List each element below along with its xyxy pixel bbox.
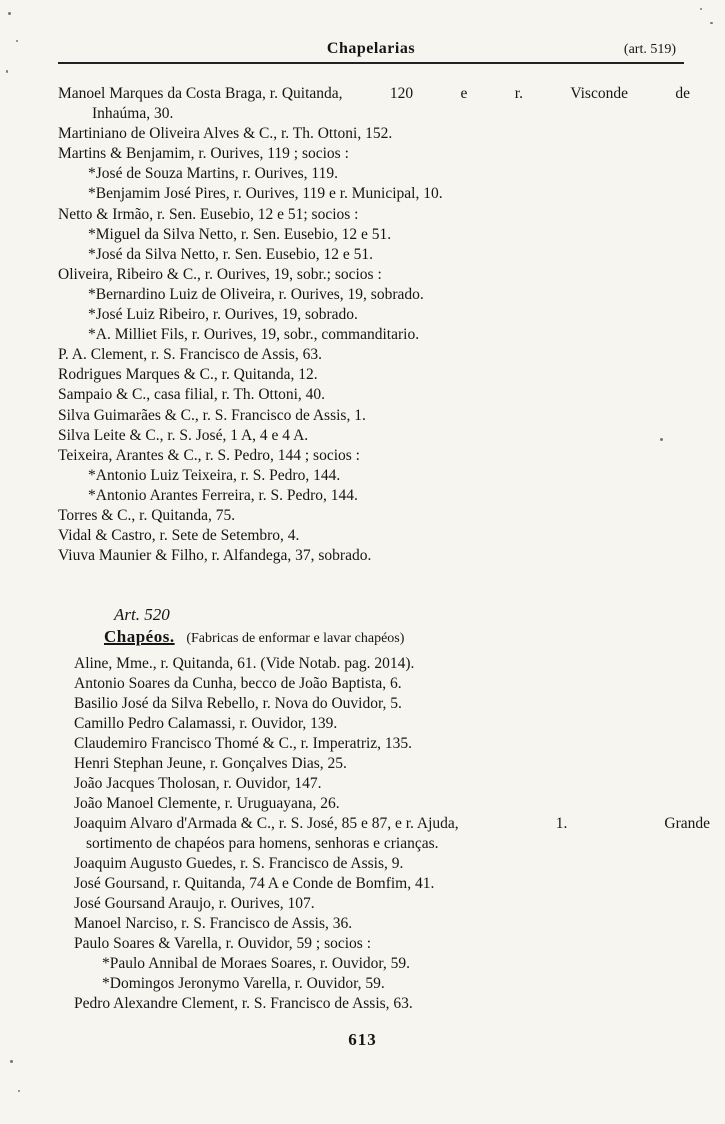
section-note: (Fabricas de enformar e lavar chapéos) [186,631,405,646]
list-item: Rodrigues Marques & C., r. Quitanda, 12. [58,366,318,384]
section-heading [104,627,404,647]
list-item: Torres & C., r. Quitanda, 75. [58,506,236,524]
list-item: Silva Guimarães & C., r. S. Francisco de Assis, 1. [58,406,366,424]
chapelarias-list [58,84,698,566]
section-title: Chapéos. [104,627,175,646]
scan-speck [660,438,663,441]
list-item: Claudemiro Francisco Thomé & C., r. Imperatriz, 135. [74,735,413,752]
list-item: Inhaúma, 30. [92,105,174,123]
list-item: Martins & Benjamim, r. Ourives, 119 ; socios : [58,145,349,163]
list-item: Netto & Irmão, r. Sen. Eusebio, 12 e 51; socios : [58,205,359,223]
section-article-label: Art. 520 [114,605,170,624]
list-item: sortimento de chapéos para homens, senhoras e crianças. [86,835,439,852]
list-item: *Benjamim José Pires, r. Ourives, 119 e r. Municipal, 10. [88,185,443,203]
list-item: *José da Silva Netto, r. Sen. Eusebio, 12 e 51. [88,245,373,263]
scan-speck [16,40,18,42]
list-item: Pedro Alexandre Clement, r. S. Francisco de Assis, 63. [74,995,413,1012]
list-item: Joaquim Augusto Guedes, r. S. Francisco de Assis, 9. [74,855,404,872]
list-item: João Jacques Tholosan, r. Ouvidor, 147. [74,775,322,792]
scan-speck [10,1060,13,1063]
list-item: José Goursand Araujo, r. Ourives, 107. [74,895,315,912]
list-item: Henri Stephan Jeune, r. Gonçalves Dias, 25. [74,755,347,772]
entry-text-part: Joaquim Alvaro d'Armada & C., r. S. José, 85 e 87, e r. Ajuda, [74,815,459,832]
list-item: *Bernardino Luiz de Oliveira, r. Ourives, 19, sobrado. [88,285,424,303]
page-number: 613 [348,1030,377,1049]
entry-text-part: r. [514,85,523,102]
list-item: Oliveira, Ribeiro & C., r. Ourives, 19, sobr.; socios : [58,265,382,283]
list-item: *Paulo Annibal de Moraes Soares, r. Ouvidor, 59. [102,955,411,972]
list-item: Basilio José da Silva Rebello, r. Nova do Ouvidor, 5. [74,695,402,712]
list-item: *Miguel da Silva Netto, r. Sen. Eusebio, 12 e 51. [88,225,392,243]
list-item: João Manoel Clemente, r. Uruguayana, 26. [74,795,340,812]
list-item: Sampaio & C., casa filial, r. Th. Ottoni, 40. [58,386,326,404]
list-item [58,84,690,104]
entry-text-part: Visconde [570,85,628,102]
list-item: Vidal & Castro, r. Sete de Setembro, 4. [58,527,300,545]
list-item: *Domingos Jeronymo Varella, r. Ouvidor, 59. [102,975,385,992]
scan-speck [8,12,11,15]
list-item [74,814,710,834]
list-item: Viuva Maunier & Filho, r. Alfandega, 37, sobrado. [58,547,372,565]
entry-text-part: 120 [389,85,414,102]
list-item: *José de Souza Martins, r. Ourives, 119. [88,165,338,183]
chapeos-list [74,654,714,1014]
scan-speck [6,70,8,73]
page-header [58,40,684,62]
list-item: *José Luiz Ribeiro, r. Ourives, 19, sobrado. [88,306,358,324]
entry-text-part: de [675,85,690,102]
entry-text-part: Grande [664,815,710,832]
running-title: Chapelarias [326,40,416,57]
entry-text-part: e [460,85,468,102]
list-item: P. A. Clement, r. S. Francisco de Assis, 63. [58,346,322,364]
list-item: *Antonio Luiz Teixeira, r. S. Pedro, 144. [88,466,341,484]
list-item: *A. Milliet Fils, r. Ourives, 19, sobr., commanditario. [88,326,420,344]
scan-speck [18,1090,20,1092]
list-item: Teixeira, Arantes & C., r. S. Pedro, 144 ; socios : [58,446,360,464]
list-item: José Goursand, r. Quitanda, 74 A e Conde de Bomfim, 41. [74,875,435,892]
list-item: Camillo Pedro Calamassi, r. Ouvidor, 139. [74,715,338,732]
list-item: Paulo Soares & Varella, r. Ouvidor, 59 ; socios : [74,935,372,952]
list-item: Antonio Soares da Cunha, becco de João Baptista, 6. [74,675,402,692]
entry-text-part: 1. [555,815,568,832]
list-item: Manoel Narciso, r. S. Francisco de Assis, 36. [74,915,353,932]
scan-speck [700,8,702,10]
list-item: Silva Leite & C., r. S. José, 1 A, 4 e 4 A. [58,426,309,444]
entry-text-part: Manoel Marques da Costa Braga, r. Quitanda, [58,85,343,102]
list-item: *Antonio Arantes Ferreira, r. S. Pedro, 144. [88,486,358,504]
list-item: Aline, Mme., r. Quitanda, 61. (Vide Notab. pag. 2014). [74,655,415,672]
header-rule [58,62,684,64]
article-reference: (art. 519) [623,42,676,57]
list-item: Martiniano de Oliveira Alves & C., r. Th. Ottoni, 152. [58,125,393,143]
scan-speck [710,22,713,24]
